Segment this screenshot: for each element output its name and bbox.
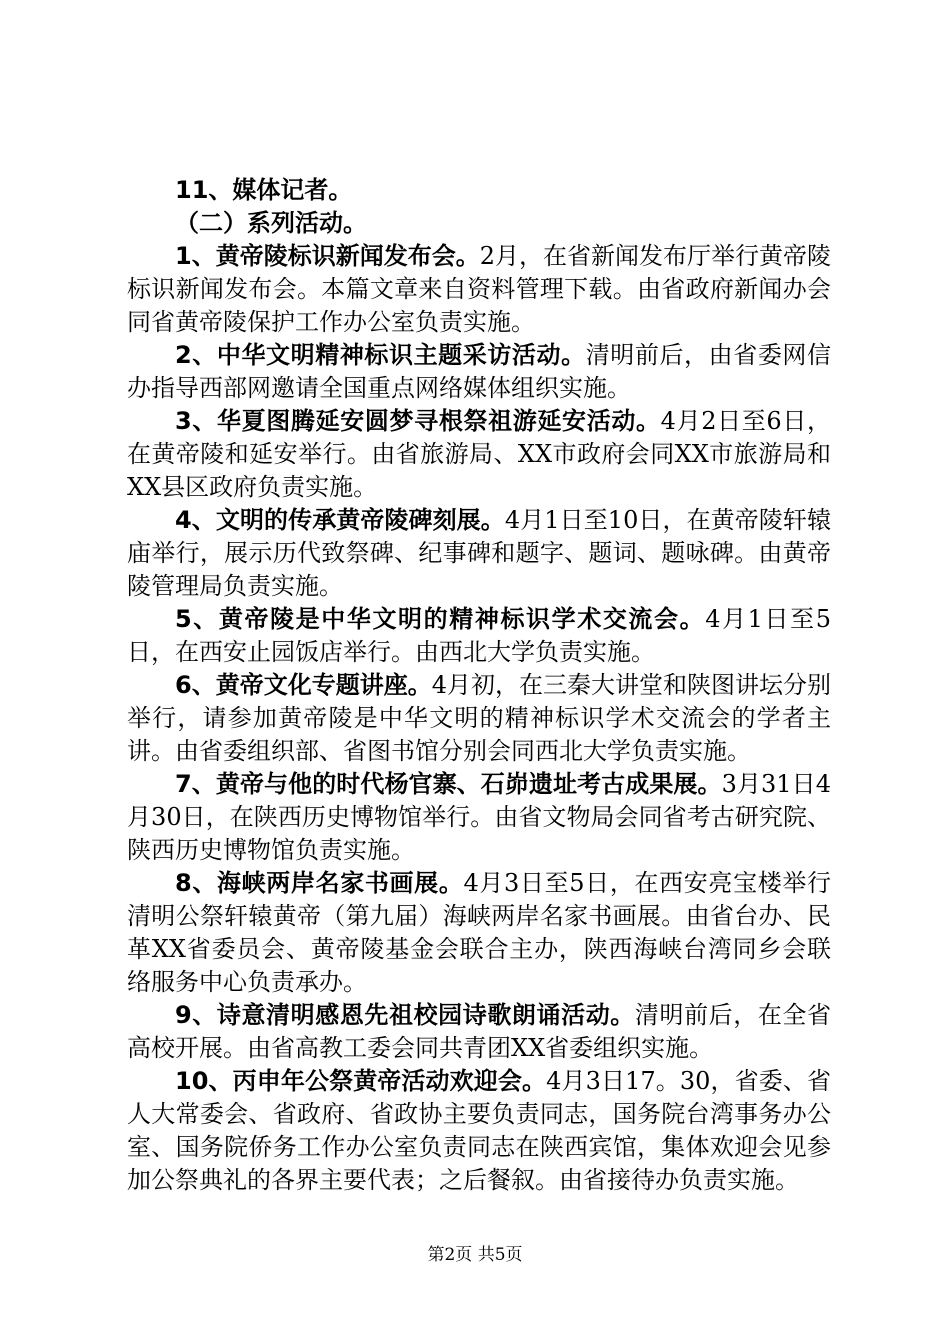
paragraph-9	[127, 768, 831, 867]
paragraph-heading: （二）系列活动。	[175, 209, 367, 237]
paragraph-7	[127, 603, 831, 669]
paragraph-heading: 9、诗意清明感恩先祖校园诗歌朗诵活动。	[175, 1001, 635, 1029]
paragraph-12	[127, 1065, 831, 1197]
page-number-footer: 第2页 共5页	[427, 1245, 523, 1265]
paragraph-heading: 10、丙申年公祭黄帝活动欢迎会。	[175, 1067, 547, 1095]
paragraph-1	[127, 174, 831, 207]
paragraph-text: 4月初，在三秦大讲堂和陕图讲坛分别举行，请参加黄帝陵是中华文明的精神标识学术交流会的学者主讲。由省委组织部、省图书馆分别会同西北大学负责实施。	[127, 671, 831, 765]
paragraph-text: 4月3日17。30，省委、省人大常委会、省政府、省政协主要负责同志，国务院台湾事务办公室、国务院侨务工作办公室负责同志在陕西宾馆，集体欢迎会见参加公祭典礼的各界主要代表；之后餐叙。由省接待办负责实施。	[127, 1067, 831, 1194]
paragraph-heading: 8、海峡两岸名家书画展。	[175, 869, 464, 897]
paragraph-text: 4月1日至5日，在西安止园饭店举行。由西北大学负责实施。	[127, 605, 832, 666]
paragraph-heading: 11、媒体记者。	[175, 176, 353, 204]
document-body	[127, 174, 831, 1197]
paragraph-heading: 7、黄帝与他的时代杨官寨、石峁遗址考古成果展。	[175, 770, 722, 798]
paragraph-8	[127, 669, 831, 768]
paragraph-heading: 3、华夏图腾延安圆梦寻根祭祖游延安活动。	[175, 407, 661, 435]
paragraph-text: 清明前后，在全省高校开展。由省高教工委会同共青团XX省委组织实施。	[127, 1001, 832, 1062]
paragraph-text: 清明前后，由省委网信办指导西部网邀请全国重点网络媒体组织实施。	[127, 341, 831, 402]
paragraph-heading: 1、黄帝陵标识新闻发布会。	[175, 242, 480, 270]
paragraph-text: 4月3日至5日，在西安亮宝楼举行清明公祭轩辕黄帝（第九届）海峡两岸名家书画展。由省台办、民革XX省委员会、黄帝陵基金会联合主办，陕西海峡台湾同乡会联络服务中心负责承办。	[127, 869, 832, 996]
paragraph-text: 4月1日至10日，在黄帝陵轩辕庙举行，展示历代致祭碑、纪事碑和题字、题词、题咏碑。由黄帝陵管理局负责实施。	[127, 506, 832, 600]
paragraph-heading: 4、文明的传承黄帝陵碑刻展。	[175, 506, 505, 534]
paragraph-heading: 2、中华文明精神标识主题采访活动。	[175, 341, 586, 369]
paragraph-5	[127, 405, 831, 504]
paragraph-text: 4月2日至6日，在黄帝陵和延安举行。由省旅游局、XX市政府会同XX市旅游局和XX县区政府负责实施。	[127, 407, 831, 501]
paragraph-11	[127, 999, 831, 1065]
paragraph-3	[127, 240, 831, 339]
paragraph-6	[127, 504, 831, 603]
paragraph-heading: 6、黄帝文化专题讲座。	[175, 671, 432, 699]
paragraph-heading: 5、黄帝陵是中华文明的精神标识学术交流会。	[175, 605, 706, 633]
paragraph-text: 2月，在省新闻发布厅举行黄帝陵标识新闻发布会。本篇文章来自资料管理下载。由省政府新闻办会同省黄帝陵保护工作办公室负责实施。	[127, 242, 831, 336]
paragraph-text: 3月31日4月30日，在陕西历史博物馆举行。由省文物局会同省考古研究院、陕西历史博物馆负责实施。	[127, 770, 832, 864]
paragraph-2	[127, 207, 831, 240]
paragraph-10	[127, 867, 831, 999]
paragraph-4	[127, 339, 831, 405]
